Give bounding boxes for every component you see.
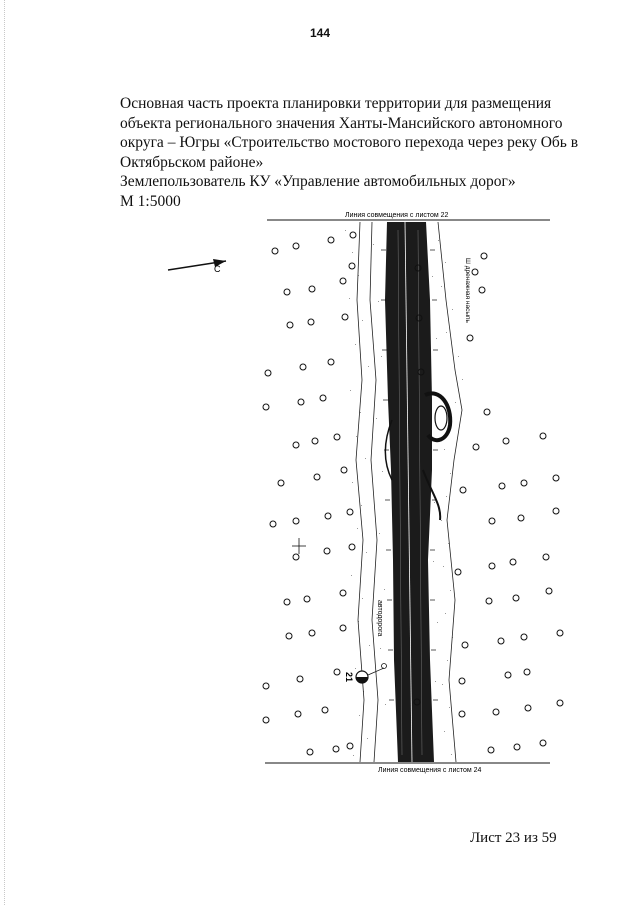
- heading-line-2: объекта регионального значения Ханты-Мансийского автономного: [120, 114, 563, 132]
- scale-line: М 1:5000: [120, 192, 181, 210]
- survey-marker: [344, 664, 387, 684]
- road-label: автодорога: [376, 600, 383, 637]
- match-line-bottom-label: Линия совмещения с листом 24: [378, 767, 482, 774]
- match-line-top-label: Линия совмещения с листом 22: [345, 212, 449, 219]
- road-band: [385, 222, 434, 762]
- side-label: Ш дренажная насыпь: [464, 258, 471, 323]
- sheet-label: Лист 23 из 59: [470, 830, 557, 846]
- highway-corridor: [385, 222, 450, 762]
- land-user-line: Землепользователь КУ «Управление автомобильных дорог»: [120, 173, 516, 190]
- heading-line-1: Основная часть проекта планировки территории для размещения: [120, 95, 552, 112]
- north-arrow: [168, 259, 226, 274]
- page-number: 144: [309, 26, 331, 40]
- heading-line-3: округа – Югры «Строительство мостового перехода через реку Обь в: [120, 134, 579, 151]
- heading-line-4: Октябрьском районе»: [120, 153, 264, 171]
- marker-label: 21: [344, 672, 354, 683]
- cross-marker: [292, 538, 306, 554]
- north-arrow-label: С: [214, 264, 221, 274]
